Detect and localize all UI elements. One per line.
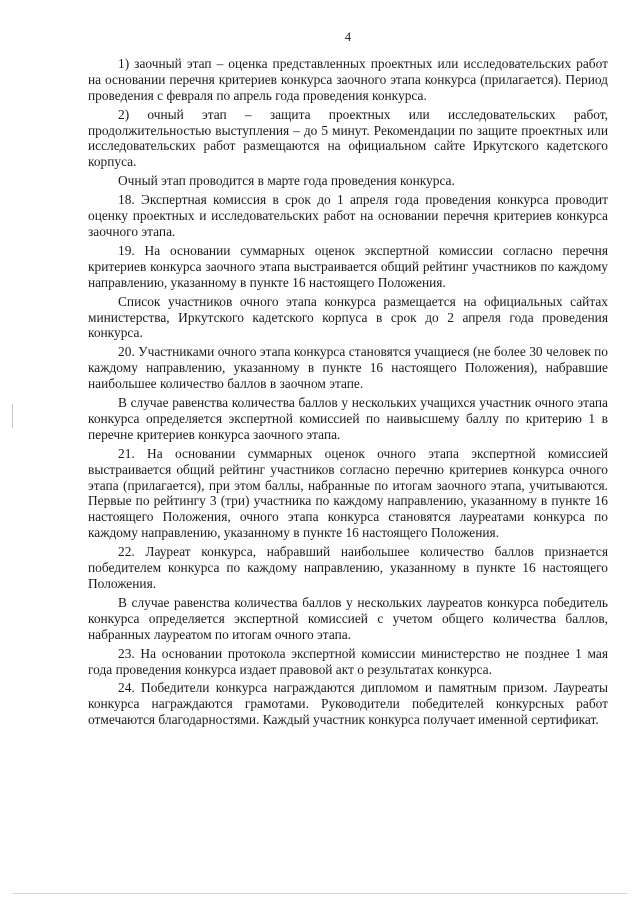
paragraph-item-24: 24. Победители конкурса награждаются дипломом и памятным призом. Лауреаты конкурса награждаются грамотами. Руководители победителей конкурсных работ отмечаются благодарностями. Каждый участник конкурса получает именной сертификат. [88,680,608,728]
paragraph-item-23: 23. На основании протокола экспертной комиссии министерство не позднее 1 мая года проведения конкурса издает правовой акт о результатах конкурса. [88,645,608,677]
paragraph-participants-list: Список участников очного этапа конкурса размещается на официальных сайтах министерства, Иркутского кадетского корпуса в срок до 2 апреля года проведения конкурса. [88,293,608,341]
paragraph-item-21: 21. На основании суммарных оценок очного этапа экспертной комиссией выстраивается общий рейтинг участников согласно перечню критериев конкурса очного этапа (прилагается), при этом баллы, набранные по итогам заочного этапа, учитываются. Первые по рейтингу 3 (три) участника по каждому направлению, указанному в пункте 16 настоящего Положения, очного этапа конкурса становятся лауреатами конкурса по каждому направлению, указанному в пункте 16 настоящего Положения. [88,445,608,541]
paragraph-item-18: 18. Экспертная комиссия в срок до 1 апреля года проведения конкурса проводит оценку проектных и исследовательских работ на основании перечня критериев конкурса заочного этапа. [88,192,608,239]
page-number: 4 [344,30,352,44]
paragraph-item-22: 22. Лауреат конкурса, набравший наибольшее количество баллов признается победителем конкурса по каждому направлению, указанному в пункте 16 настоящего Положения. [88,544,608,591]
paragraph-item-20: 20. Участниками очного этапа конкурса становятся учащиеся (не более 30 человек по каждому направлению, указанному в пункте 16 настоящего Положения), набравшие наибольшее количество баллов в заочном этапе. [88,344,608,392]
paragraph-item-19: 19. На основании суммарных оценок экспертной комиссии согласно перечня критериев конкурса заочного этапа выстраивается общий рейтинг участников по каждому направлению, указанному в пункте 16 настоящего Положения. [88,242,608,290]
bottom-rule [12,893,628,894]
document-page [88,30,608,890]
paragraph-in-person-timing: Очный этап проводится в марте года проведения конкурса. [118,173,455,189]
paragraph-tie-break-students: В случае равенства количества баллов у нескольких учащихся участник очного этапа конкурса определяется экспертной комиссией по наивысшему баллу по критерию 1 в перечне критериев конкурса заочного этапа. [88,395,608,442]
margin-mark [12,404,13,428]
paragraph-tie-break-laureates: В случае равенства количества баллов у нескольких лауреатов конкурса победитель конкурса определяется экспертной комиссией с учетом общего количества баллов, набранных лауреатом по итогам очного этапа. [88,594,608,642]
paragraph-stage-in-person: 2) очный этап – защита проектных или исследовательских работ, продолжительностью выступления – до 5 минут. Рекомендации по защите проектных или исследовательских работ размещаются на официальном сайте Иркутского кадетского корпуса. [88,106,608,170]
paragraph-stage-correspondence: 1) заочный этап – оценка представленных проектных или исследовательских работ на основании перечня критериев конкурса заочного этапа конкурса (прилагается). Период проведения с февраля по апрель года проведения конкурса. [88,55,608,103]
